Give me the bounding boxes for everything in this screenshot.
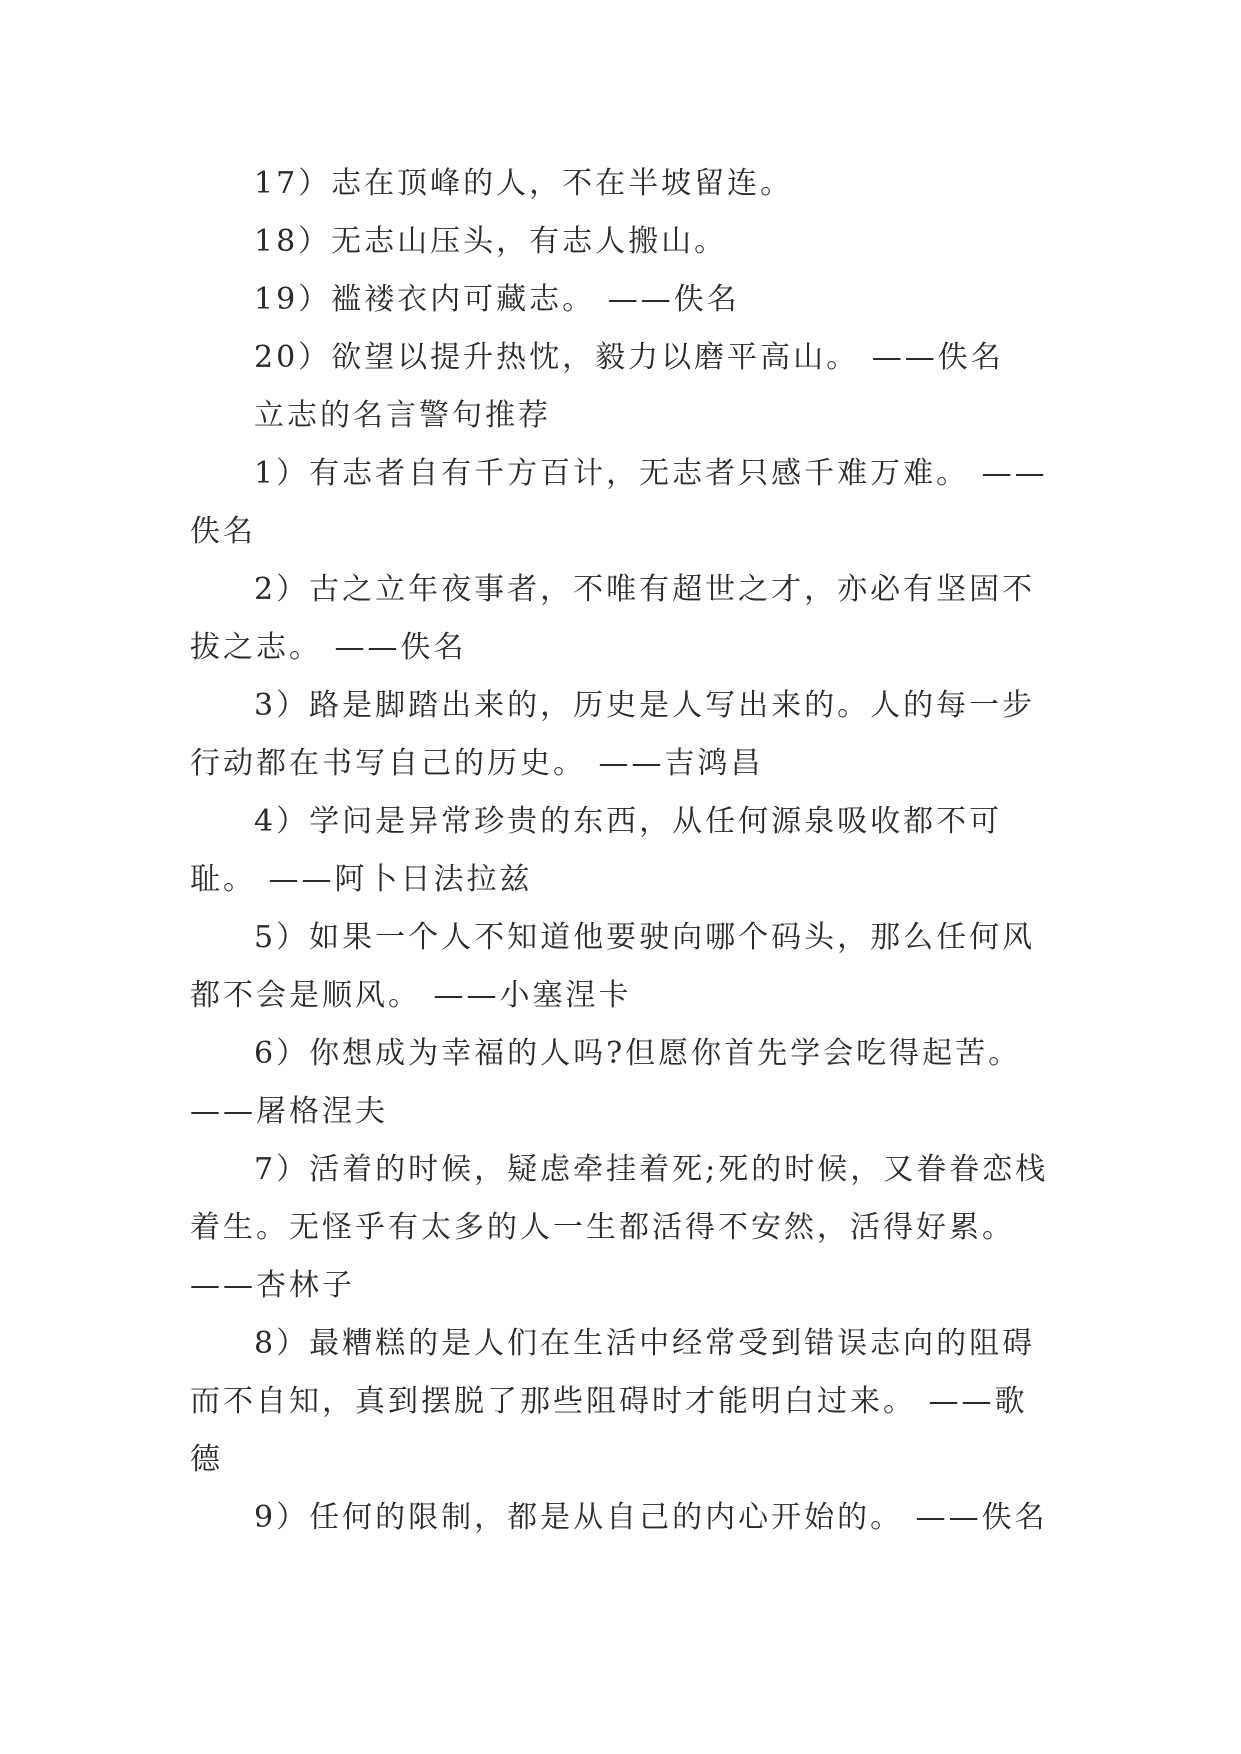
quote-3: 3）路是脚踏出来的，历史是人写出来的。人的每一步行动都在书写自己的历史。 ——吉鸿昌 bbox=[190, 688, 1036, 781]
quote-1: 1）有志者自有千方百计，无志者只感千难万难。 ——佚名 bbox=[190, 456, 1048, 549]
quote-4: 4）学问是异常珍贵的东西，从任何源泉吸收都不可耻。 ——阿卜日法拉兹 bbox=[190, 804, 1003, 897]
quote-7: 7）活着的时候，疑虑牵挂着死;死的时候，又眷眷恋栈着生。无怪乎有太多的人一生都活得不安然，活得好累。 ——杏林子 bbox=[190, 1152, 1049, 1303]
quote-9: 9）任何的限制，都是从自己的内心开始的。 ——佚名 bbox=[254, 1500, 1048, 1535]
quote-20: 20）欲望以提升热忱，毅力以磨平高山。 ——佚名 bbox=[254, 340, 1004, 375]
quote-19: 19）褴褛衣内可藏志。 ——佚名 bbox=[254, 282, 740, 317]
quote-2: 2）古之立年夜事者，不唯有超世之才，亦必有坚固不拔之志。 ——佚名 bbox=[190, 572, 1036, 665]
quote-17: 17）志在顶峰的人，不在半坡留连。 bbox=[254, 166, 794, 201]
section-heading: 立志的名言警句推荐 bbox=[254, 398, 551, 433]
document-body bbox=[190, 155, 1060, 1547]
quote-5: 5）如果一个人不知道他要驶向哪个码头，那么任何风都不会是顺风。 ——小塞涅卡 bbox=[190, 920, 1036, 1013]
quote-6: 6）你想成为幸福的人吗?但愿你首先学会吃得起苦。 ——屠格涅夫 bbox=[190, 1036, 1022, 1129]
quote-18: 18）无志山压头，有志人搬山。 bbox=[254, 224, 728, 259]
quote-8: 8）最糟糕的是人们在生活中经常受到错误志向的阻碍而不自知，真到摆脱了那些阻碍时才能明白过来。 ——歌德 bbox=[190, 1326, 1036, 1477]
